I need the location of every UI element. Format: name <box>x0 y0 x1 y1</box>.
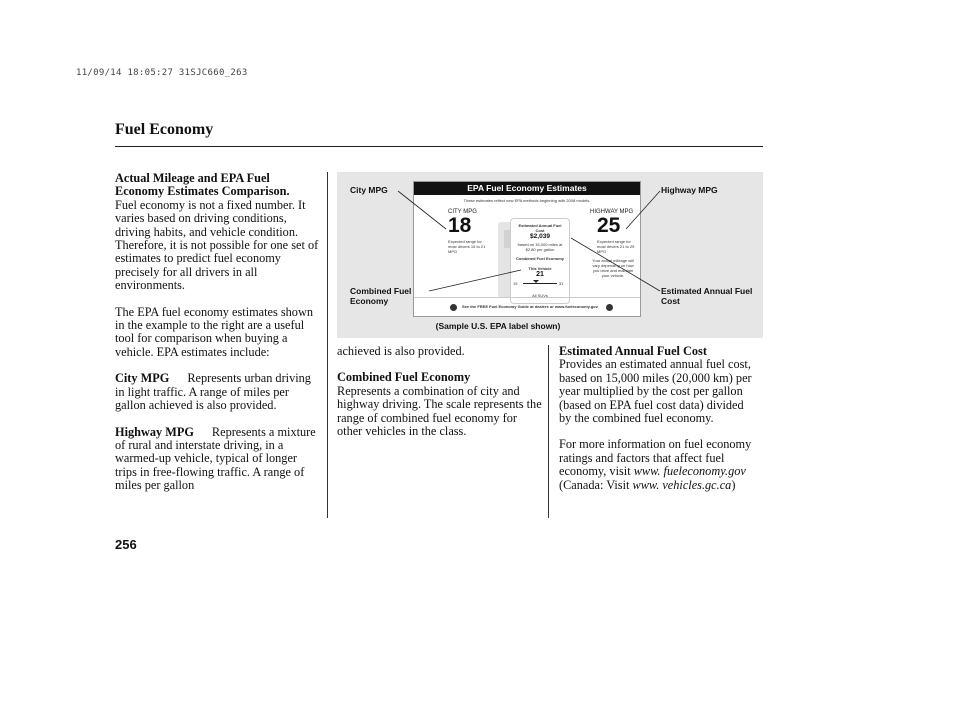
link-vehicles-gc-ca[interactable]: www. vehicles.gc.ca <box>632 477 732 492</box>
scale-min: 15 <box>513 281 518 286</box>
scale-max: 31 <box>559 281 564 286</box>
print-timestamp: 11/09/14 18:05:27 31SJC660_263 <box>76 68 248 78</box>
epa-label-header: EPA Fuel Economy Estimates <box>414 182 640 195</box>
actual-mileage-note: Your actual mileage will vary depending on how you drive and maintain your vehicle. <box>592 258 634 278</box>
scale-caption: All SUVs <box>532 293 548 298</box>
paragraph-continued: achieved is also provided. <box>337 344 465 358</box>
term-estimated-annual-fuel-cost: Estimated Annual Fuel Cost <box>559 344 707 358</box>
callout-combined-fuel-economy: Combined Fuel Economy <box>350 286 412 306</box>
annual-cost-value: $2,039 <box>530 233 550 240</box>
callout-estimated-annual-fuel-cost: Estimated Annual Fuel Cost <box>661 286 753 306</box>
callout-highway-mpg: Highway MPG <box>661 185 718 195</box>
annual-cost-title: Estimated Annual Fuel Cost <box>518 223 562 233</box>
term-city-mpg: City MPG <box>115 371 170 386</box>
page-number: 256 <box>115 537 137 552</box>
epa-footer-text: See the FREE Fuel Economy Guide at dealers or www.fueleconomy.gov <box>462 304 598 309</box>
close-paren: ) <box>731 477 736 492</box>
term-highway-mpg: Highway MPG <box>115 424 194 439</box>
combined-title: Combined Fuel Economy <box>515 256 564 261</box>
more-info-text: For more information on fuel economy ratings and factors that affect fuel economy, visit <box>559 437 752 479</box>
section-heading-comparison: Actual Mileage and EPA Fuel Economy Estimates Comparison. <box>115 171 290 199</box>
term-combined-fuel-economy: Combined Fuel Economy <box>337 370 471 385</box>
link-fueleconomy-gov[interactable]: www. fueleconomy.gov <box>633 464 746 479</box>
text-estimated-annual-fuel-cost: Provides an estimated annual fuel cost, based on 15,000 miles (20,000 km) per year multiplied by the cost per gallon (based on EPA fuel cost data) divided by the combined fuel economy. <box>559 357 752 426</box>
paragraph-epa-estimates: The EPA fuel economy estimates shown in the example to the right are a useful tool for comparison when buying a vehicle. EPA estimates include: <box>115 304 313 359</box>
highway-mpg-value: 25 <box>597 214 621 237</box>
page-title: Fuel Economy <box>115 121 214 138</box>
city-mpg-caption: CITY MPG <box>448 209 477 215</box>
annual-cost-basis: based on 15,000 miles at $2.80 per gallon <box>517 242 563 252</box>
text-city-mpg: Represents urban driving in light traffic. A range of miles per gallon achieved is also provided. <box>115 371 311 413</box>
highway-mpg-caption: HIGHWAY MPG <box>590 209 634 215</box>
city-mpg-range: Expected range for most drivers 15 to 21 MPG <box>448 239 486 254</box>
callout-city-mpg: City MPG <box>350 185 388 195</box>
canada-text: (Canada: Visit <box>559 477 630 492</box>
figure-caption: (Sample U.S. EPA label shown) <box>435 321 561 331</box>
text-combined-fuel-economy: Represents a combination of city and highway driving. The scale represents the range of combined fuel economy for other vehicles in the class. <box>337 383 542 439</box>
text-highway-mpg: Represents a mixture of rural and interstate driving, in a warmed-up vehicle, typical of longer trips in free-flowing traffic. A range of miles per gallon <box>115 424 316 493</box>
combined-subtitle: This Vehicle <box>528 266 552 271</box>
city-mpg-value: 18 <box>448 214 472 237</box>
epa-label-subheader: These estimates reflect new EPA methods beginning with 2008 models. <box>463 198 591 203</box>
highway-mpg-range: Expected range for most drivers 21 to 29 MPG <box>597 239 635 254</box>
combined-value: 21 <box>536 271 544 278</box>
paragraph-fuel-economy: Fuel economy is not a fixed number. It varies based on driving conditions, driving habits, and vehicle condition. Therefore, it is not possible for one set of estimates to predict fuel economy precisely for all drivers in all environments. <box>115 197 319 293</box>
